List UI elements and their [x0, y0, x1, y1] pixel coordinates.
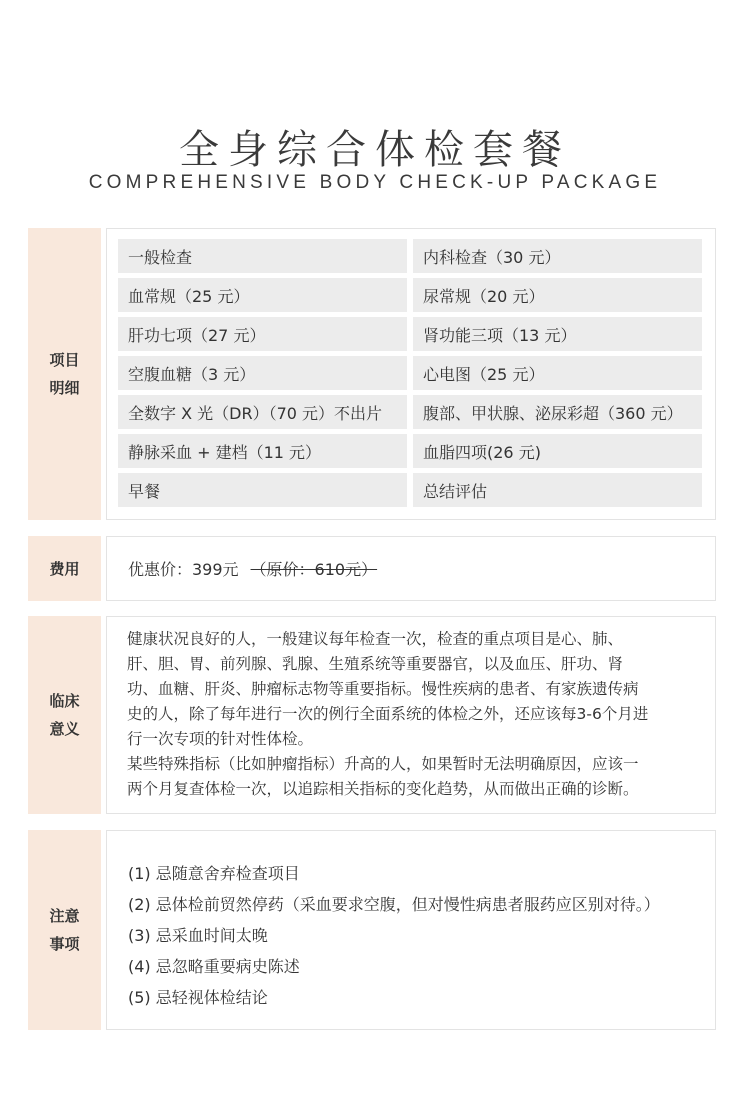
label-line: 事项	[49, 935, 80, 953]
label-line: 项目	[49, 351, 80, 369]
clinical-line: 某些特殊指标（比如肿瘤指标）升高的人，如果暂时无法明确原因，应该一	[127, 755, 639, 773]
clinical-line: 功、血糖、肝炎、肿瘤标志物等重要指标。慢性疾病的患者、有家族遗传病	[127, 680, 639, 698]
notes-section	[28, 830, 716, 1030]
label-line: 明细	[49, 379, 80, 397]
note-item: (4) 忌忽略重要病史陈述	[128, 957, 300, 976]
item-cell: 早餐	[118, 473, 407, 507]
item-cell: 肝功七项（27 元）	[118, 317, 407, 351]
clinical-line: 两个月复查体检一次，以追踪相关指标的变化趋势，从而做出正确的诊断。	[127, 780, 639, 798]
item-cell: 总结评估	[413, 473, 702, 507]
fee-section-label	[28, 536, 101, 601]
item-cell: 血脂四项(26 元)	[413, 434, 702, 468]
item-cell: 心电图（25 元）	[413, 356, 702, 390]
note-item: (5) 忌轻视体检结论	[128, 988, 268, 1007]
discount-price: 优惠价：399元	[128, 560, 239, 579]
item-cell: 内科检查（30 元）	[413, 239, 702, 273]
notes-list	[128, 858, 705, 1013]
items-section	[28, 228, 716, 520]
label-line: 临床	[49, 692, 80, 710]
note-item: (3) 忌采血时间太晚	[128, 926, 268, 945]
label-line: 费用	[49, 559, 80, 578]
note-item: (1) 忌随意舍弃检查项目	[128, 864, 300, 883]
clinical-section-label	[28, 616, 101, 814]
item-cell: 静脉采血 + 建档（11 元）	[118, 434, 407, 468]
items-section-label	[28, 228, 101, 520]
item-cell: 全数字 X 光（DR）（70 元）不出片	[118, 395, 407, 429]
original-price: （原价：610元）	[250, 560, 378, 579]
page-subtitle: COMPREHENSIVE BODY CHECK-UP PACKAGE	[88, 172, 662, 193]
label-line: 注意	[49, 907, 80, 925]
items-content	[106, 228, 716, 520]
item-cell: 空腹血糖（3 元）	[118, 356, 407, 390]
clinical-line: 史的人，除了每年进行一次的例行全面系统的体检之外，还应该每3-6个月进	[127, 705, 649, 723]
item-cell: 肾功能三项（13 元）	[413, 317, 702, 351]
label-line: 意义	[49, 720, 80, 738]
clinical-line: 肝、胆、胃、前列腺、乳腺、生殖系统等重要器官，以及血压、肝功、肾	[127, 655, 624, 673]
fee-line	[128, 537, 377, 600]
clinical-section	[28, 616, 716, 814]
item-cell: 血常规（25 元）	[118, 278, 407, 312]
item-cell: 一般检查	[118, 239, 407, 273]
note-item: (2) 忌体检前贸然停药（采血要求空腹，但对慢性病患者服药应区别对待。）	[128, 895, 660, 914]
item-cell: 尿常规（20 元）	[413, 278, 702, 312]
clinical-line: 行一次专项的针对性体检。	[127, 730, 314, 748]
clinical-content	[106, 616, 716, 814]
fee-content	[106, 536, 716, 601]
notes-content	[106, 830, 716, 1030]
items-grid	[118, 239, 702, 507]
page-title: 全身综合体检套餐	[179, 127, 571, 173]
fee-section	[28, 536, 716, 601]
clinical-line: 健康状况良好的人，一般建议每年检查一次，检查的重点项目是心、肺、	[127, 630, 624, 648]
clinical-paragraph	[127, 627, 701, 802]
notes-section-label	[28, 830, 101, 1030]
item-cell: 腹部、甲状腺、泌尿彩超（360 元）	[413, 395, 702, 429]
